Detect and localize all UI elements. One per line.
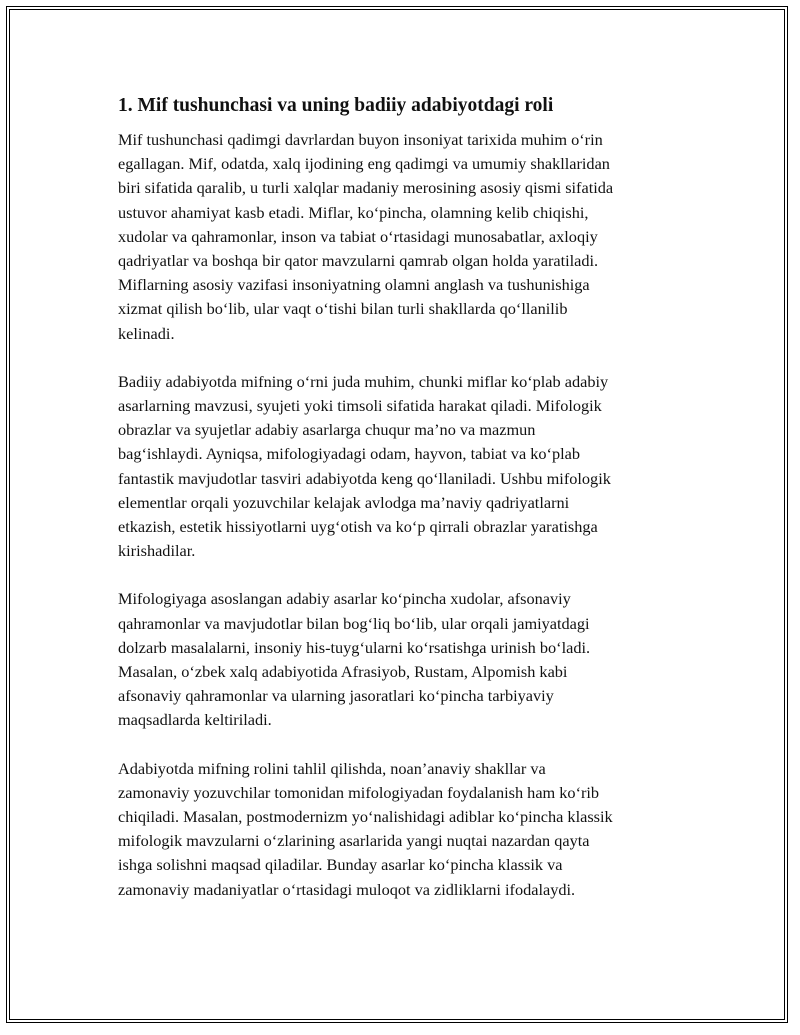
text-line: Mifologiyaga asoslangan adabiy asarlar ko‘pincha xudolar, afsonaviy: [118, 589, 571, 609]
text-line: fantastik mavjudotlar tasviri adabiyotda keng qo‘llaniladi. Ushbu mifologik: [118, 468, 611, 488]
text-line: kelinadi.: [118, 323, 175, 343]
text-line: xudolar va qahramonlar, inson va tabiat o‘rtasidagi munosabatlar, axloqiy: [118, 226, 598, 246]
text-line: Adabiyotda mifning rolini tahlil qilishda, noan’anaviy shakllar va: [118, 758, 546, 778]
text-line: Mif tushunchasi qadimgi davrlardan buyon insoniyat tarixida muhim o‘rin: [118, 130, 603, 149]
text-line: Masalan, o‘zbek xalq adabiyotida Afrasiyob, Rustam, Alpomish kabi: [118, 662, 568, 682]
text-line: afsonaviy qahramonlar va ularning jasoratlari ko‘pincha tarbiyaviy: [118, 686, 554, 706]
text-line: xizmat qilish bo‘lib, ular vaqt o‘tishi bilan turli shakllarda qo‘llanilib: [118, 299, 568, 319]
text-line: qahramonlar va mavjudotlar bilan bog‘liq bo‘lib, ular orqali jamiyatdagi: [118, 613, 590, 633]
section-title: 1. Mif tushunchasi va uning badiiy adabiyotdagi roli: [118, 95, 554, 116]
text-line: maqsadlarda keltiriladi.: [118, 710, 272, 730]
text-line: egallagan. Mif, odatda, xalq ijodining eng qadimgi va umumiy shakllaridan: [118, 154, 610, 174]
text-line: mifologik mavzularni o‘zlarining asarlarida yangi nuqtai nazardan qayta: [118, 831, 590, 851]
text-line: elementlar orqali yozuvchilar kelajak avlodga ma’naviy qadriyatlarni: [118, 492, 570, 512]
paragraph-list: [118, 128, 688, 902]
text-line: qadriyatlar va boshqa bir qator mavzularni qamrab olgan holda yaratiladi.: [118, 251, 599, 271]
paragraph: [118, 370, 688, 564]
text-line: biri sifatida qaralib, u turli xalqlar madaniy merosining asosiy qismi sifatida: [118, 178, 614, 198]
text-line: kirishadilar.: [118, 541, 196, 561]
text-line: zamonaviy yozuvchilar tomonidan mifologiyadan foydalanish ham ko‘rib: [118, 782, 600, 802]
text-line: chiqiladi. Masalan, postmodernizm yo‘nalishidagi adiblar ko‘pincha klassik: [118, 807, 613, 827]
text-line: obrazlar va syujetlar adabiy asarlarga chuqur ma’no va mazmun: [118, 420, 536, 440]
paragraph: [118, 757, 688, 902]
text-line: zamonaviy madaniyatlar o‘rtasidagi muloqot va zidliklarni ifodalaydi.: [118, 879, 576, 899]
paragraph: [118, 587, 688, 732]
text-line: bag‘ishlaydi. Ayniqsa, mifologiyadagi odam, hayvon, tabiat va ko‘plab: [118, 444, 580, 464]
text-line: asarlarning mavzusi, syujeti yoki timsoli sifatida harakat qiladi. Mifologik: [118, 396, 602, 416]
text-line: ishga solishni maqsad qiladilar. Bunday asarlar ko‘pincha klassik va: [118, 855, 563, 875]
text-line: etkazish, estetik hissiyotlarni uyg‘otish va ko‘p qirrali obrazlar yaratishga: [118, 517, 598, 537]
text-line: Miflarning asosiy vazifasi insoniyatning olamni anglash va tushunishiga: [118, 275, 590, 295]
text-line: dolzarb masalalarni, insoniy his-tuyg‘ularni ko‘rsatishga urinish bo‘ladi.: [118, 637, 591, 657]
text-line: Badiiy adabiyotda mifning o‘rni juda muhim, chunki miflar ko‘plab adabiy: [118, 371, 609, 391]
text-line: ustuvor ahamiyat kasb etadi. Miflar, ko‘pincha, olamning kelib chiqishi,: [118, 202, 589, 222]
document-body: [118, 92, 688, 926]
paragraph: [118, 128, 688, 346]
